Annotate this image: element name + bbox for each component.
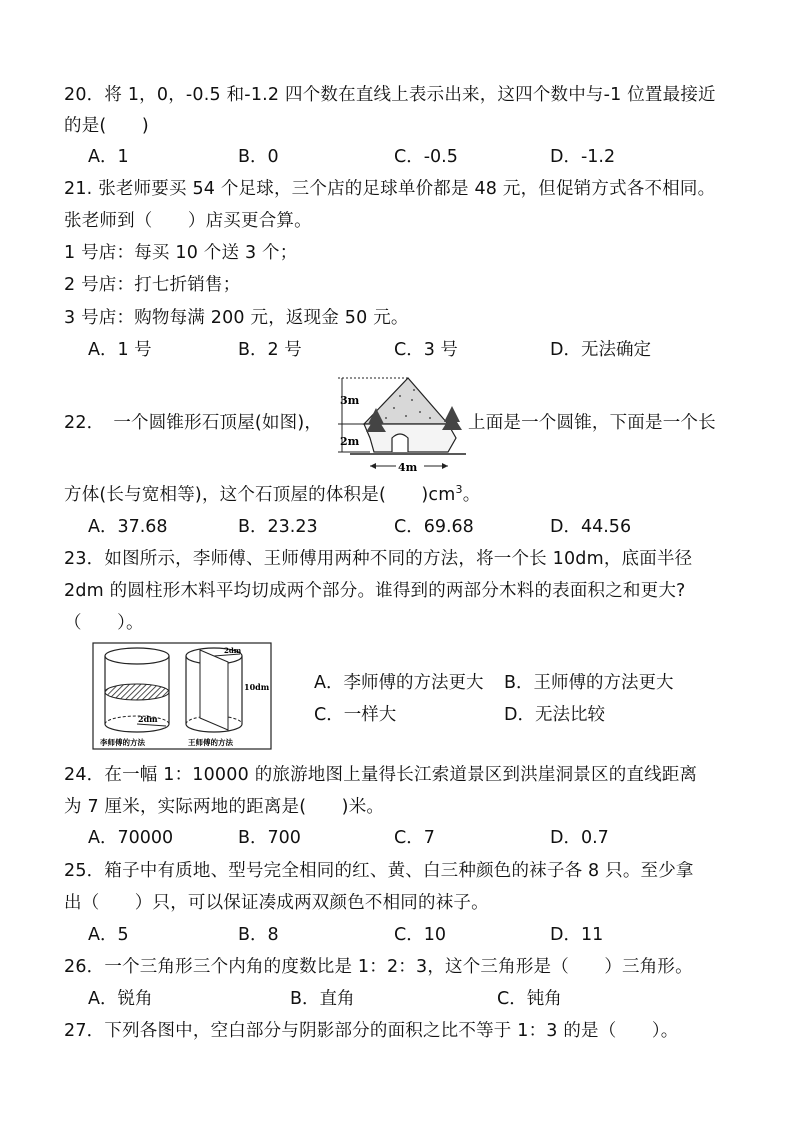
q21-store2: 2 号店：打七折销售； <box>64 275 241 295</box>
q20-line1: 20．将 1，0，-0.5 和-1.2 四个数在直线上表示出来，这四个数中与-1 位置最接近 <box>64 85 716 105</box>
q22-line2-text: 方体(长与宽相等)，这个石顶屋的体积是( )cm <box>64 485 456 505</box>
cylinder-cut-figure <box>92 642 272 750</box>
q27-line1: 27．下列各图中，空白部分与阴影部分的面积之比不等于 1：3 的是（ ）。 <box>64 1021 679 1041</box>
q22-line2-sup: 3 <box>455 483 463 497</box>
q25-option-d: D．11 <box>550 925 604 945</box>
q21-store1: 1 号店：每买 10 个送 3 个； <box>64 243 298 263</box>
q23-line3: （ ）。 <box>64 613 144 633</box>
q23-option-a: A．李师傅的方法更大 <box>314 673 484 693</box>
q22-line2 <box>64 482 480 508</box>
q23-option-b: B．王师傅的方法更大 <box>504 673 674 693</box>
stone-house-figure <box>330 372 470 476</box>
q20-option-a: A．1 <box>88 147 129 167</box>
q25-option-b: B．8 <box>238 925 279 945</box>
q24-option-c: C．7 <box>394 828 435 848</box>
q24-option-a: A．70000 <box>88 828 174 848</box>
q20-line2: 的是( ) <box>64 116 149 136</box>
q26-option-c: C．钝角 <box>497 989 562 1009</box>
left-caption: 李师傅的方法 <box>100 738 145 747</box>
q25-option-a: A．5 <box>88 925 129 945</box>
q20-option-c: C．-0.5 <box>394 147 458 167</box>
q23-line1: 23．如图所示，李师傅、王师傅用两种不同的方法，将一个长 10dm，底面半径 <box>64 549 693 569</box>
q26-option-b: B．直角 <box>290 989 355 1009</box>
q26-option-a: A．锐角 <box>88 989 153 1009</box>
q22-option-a: A．37.68 <box>88 517 168 537</box>
label-4m: 4m <box>398 461 418 474</box>
right-caption: 王师傅的方法 <box>188 738 233 747</box>
q24-option-d: D．0.7 <box>550 828 609 848</box>
q25-line2: 出（ ）只，可以保证凑成两双颜色不相同的袜子。 <box>64 893 489 913</box>
q21-option-d: D．无法确定 <box>550 340 651 360</box>
q25-option-c: C．10 <box>394 925 446 945</box>
q24-line2: 为 7 厘米，实际两地的距离是( )米。 <box>64 797 385 817</box>
q21-option-b: B．2 号 <box>238 340 302 360</box>
q23-option-c: C．一样大 <box>314 705 397 725</box>
q23-line2: 2dm 的圆柱形木料平均切成两个部分。谁得到的两部分木料的表面积之和更大? <box>64 581 686 601</box>
q22-option-b: B．23.23 <box>238 517 318 537</box>
q21-store3: 3 号店：购物每满 200 元，返现金 50 元。 <box>64 308 409 328</box>
label-3m: 3m <box>340 394 360 407</box>
q24-line1: 24．在一幅 1：10000 的旅游地图上量得长江索道景区到洪崖洞景区的直线距离 <box>64 765 698 785</box>
q22-option-d: D．44.56 <box>550 517 632 537</box>
q21-line2: 张老师到（ ）店买更合算。 <box>64 211 312 231</box>
left-radius-label: 2dm <box>138 714 158 724</box>
q22-prefix: 22． 一个圆锥形石顶屋(如图)， <box>64 413 323 433</box>
q21-option-c: C．3 号 <box>394 340 458 360</box>
q20-option-b: B．0 <box>238 147 279 167</box>
right-height-label: 10dm <box>244 682 270 692</box>
q24-option-b: B．700 <box>238 828 301 848</box>
label-2m: 2m <box>340 435 360 448</box>
q22-suffix: 上面是一个圆锥，下面是一个长 <box>468 413 716 433</box>
q22-option-c: C．69.68 <box>394 517 474 537</box>
right-radius-label: 2dm <box>224 646 242 655</box>
q22-line2-end: 。 <box>462 485 481 505</box>
q23-option-d: D．无法比较 <box>504 705 605 725</box>
q21-option-a: A．1 号 <box>88 340 152 360</box>
q25-line1: 25．箱子中有质地、型号完全相同的红、黄、白三种颜色的袜子各 8 只。至少拿 <box>64 861 694 881</box>
q20-option-d: D．-1.2 <box>550 147 616 167</box>
q21-line1: 21. 张老师要买 54 个足球，三个店的足球单价都是 48 元，但促销方式各不相同。 <box>64 179 716 199</box>
q26-line1: 26．一个三角形三个内角的度数比是 1：2：3，这个三角形是（ ）三角形。 <box>64 957 693 977</box>
